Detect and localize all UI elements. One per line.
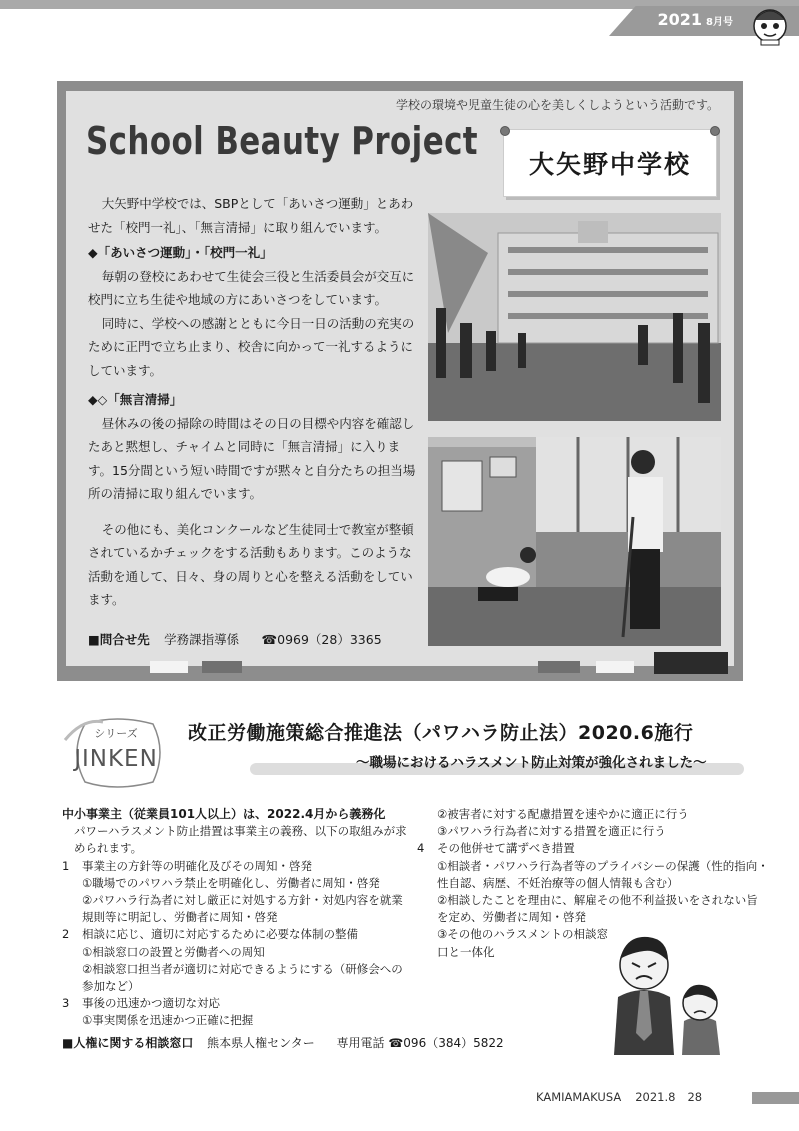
- consult-tel: 専用電話 ☎096（384）5822: [336, 1036, 504, 1050]
- sbp-intro: 大矢野中学校では、SBPとして「あいさつ運動」とあわせた「校門一礼」、「無言清掃」に取り組んでいます。: [88, 196, 414, 235]
- item-sub: ①職場でのパワハラ禁止を明確化し、労働者に周知・啓発: [82, 875, 380, 890]
- series-label: シリーズ: [94, 727, 138, 740]
- consult-line: [62, 1034, 504, 1051]
- section-heading: ◆◇「無言清掃」: [88, 392, 183, 407]
- sbp-contact: [88, 630, 382, 648]
- issue-year: 2021: [657, 10, 703, 29]
- paragraph: その他にも、美化コンクールなど生徒同士で教室が整頓されているかチェックをする活動もあります。このような活動を通して、日々、身の周りと心を整える活動をしています。: [88, 521, 414, 607]
- eraser: [538, 661, 580, 673]
- harassment-cartoon: [604, 917, 726, 1055]
- item-heading: 1 事業主の方針等の明確化及びその周知・啓発: [62, 858, 312, 873]
- jinken-badge: [63, 712, 169, 792]
- chalk-stick: [596, 661, 634, 673]
- sbp-logo: [86, 106, 486, 168]
- paragraph: 同時に、学校への感謝とともに今日一日の活動の充実のために正門で立ち止まり、校舎に向かって一礼するようにしています。: [88, 315, 415, 378]
- photo-school-gate: [428, 213, 721, 421]
- contact-label: ■問合せ先: [88, 632, 150, 647]
- mascot-icon: [747, 2, 793, 46]
- sbp-article: [88, 192, 418, 612]
- item-sub: ①相談者・パワハラ行為者等のプライバシーの保護（性的指向・性自認、病歴、不妊治療等の個人情報も含む）: [437, 858, 769, 890]
- jinken-word: JINKEN: [74, 746, 158, 772]
- law-text-left: [62, 806, 414, 1030]
- law-subtitle: ～職場におけるハラスメント防止対策が強化されました～: [356, 755, 707, 771]
- item-sub: ②相談窓口担当者が適切に対応できるようにする（研修会への参加など）: [82, 961, 403, 994]
- issue-date: [658, 10, 734, 29]
- item-heading: 4 その他併せて講ずべき措置: [417, 841, 575, 856]
- pin-icon: [500, 126, 510, 136]
- item-sub: ②相談したことを理由に、解雇その他不利益扱いをされない旨を定め、労働者に周知・啓発: [437, 893, 758, 925]
- item-sub: ②被害者に対する配慮措置を速やかに適正に行う: [437, 807, 689, 821]
- item-sub: ②パワハラ行為者に対し厳正に対処する方針・対処内容を就業規則等に明記し、労働者に周知・啓発: [82, 893, 403, 925]
- section-heading: ◆「あいさつ運動」・「校門一礼」: [88, 245, 273, 260]
- item-sub: ③パワハラ行為者に対する措置を適正に行う: [437, 824, 666, 839]
- law-text-right: [417, 806, 787, 961]
- photo-silent-cleaning: [428, 437, 721, 646]
- contact-dept: 学務課指導係: [164, 632, 240, 647]
- footer-bar: [752, 1092, 799, 1104]
- boss-figure: [614, 937, 674, 1055]
- sbp-subtitle: 学校の環境や児童生徒の心を美しくしようという活動です。: [396, 98, 720, 112]
- item-heading: 2 相談に応じ、適切に対応するために必要な体制の整備: [62, 927, 358, 942]
- school-name-card: [503, 129, 717, 197]
- lead-heading: 中小事業主（従業員101人以上）は、2022.4月から義務化: [62, 807, 386, 821]
- item-sub: ③その他のハラスメントの相談窓口と一体化: [437, 927, 608, 959]
- eraser: [654, 652, 728, 674]
- sbp-logo-text: School Beauty Project: [86, 119, 478, 163]
- item-sub: ①事実関係を迅速かつ正確に把握: [82, 1013, 254, 1028]
- footer-issue: 2021.8: [635, 1090, 676, 1104]
- consult-label: ■人権に関する相談窓口: [62, 1036, 194, 1050]
- employee-figure: [682, 985, 720, 1055]
- item-heading: 3 事後の迅速かつ適切な対応: [62, 996, 220, 1011]
- pin-icon: [710, 126, 720, 136]
- school-name: 大矢野中学校: [528, 150, 691, 179]
- magazine-name: KAMIAMAKUSA: [536, 1090, 622, 1104]
- consult-org: 熊本県人権センター: [207, 1036, 315, 1050]
- eraser: [202, 661, 242, 673]
- page-number: 28: [687, 1090, 703, 1104]
- page-footer: [536, 1090, 702, 1104]
- issue-month: 8月号: [706, 17, 733, 28]
- lead-text: パワーハラスメント防止措置は事業主の義務、以下の取組みが求められます。: [74, 824, 407, 856]
- law-title: 改正労働施策総合推進法（パワハラ防止法）2020.6施行: [188, 722, 694, 744]
- paragraph: 毎朝の登校にあわせて生徒会三役と生活委員会が交互に校門に立ち生徒や地域の方にあいさつをしています。: [88, 268, 415, 307]
- item-sub: ①相談窓口の設置と労働者への周知: [82, 944, 265, 959]
- paragraph: 昼休みの後の掃除の時間はその日の目標や内容を確認したあと黙想し、チャイムと同時に「無言清掃」に入ります。15分間という短い時間ですが黙々と自分たちの担当場所の清掃に取り組んでいます。: [88, 415, 416, 501]
- contact-tel: ☎0969（28）3365: [261, 632, 382, 647]
- chalk-stick: [150, 661, 188, 673]
